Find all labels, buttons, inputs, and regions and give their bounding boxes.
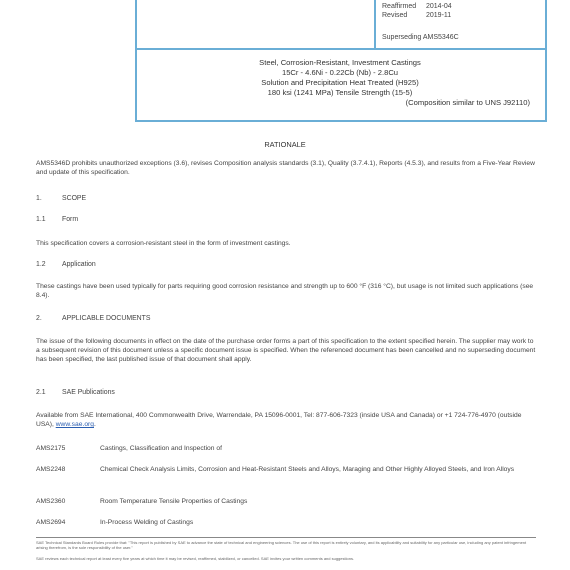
reference-code: AMS2175 <box>36 445 66 452</box>
sae-website-link[interactable]: www.sae.org <box>55 421 94 428</box>
reaffirmed-row <box>382 3 452 10</box>
reference-row <box>36 497 536 506</box>
section-2-text: The issue of the following documents in effect on the date of the purchase order forms a part of this specification to the extent specified herein. The supplier may work to a subsequent revision of this document unless a specific document issue is specified. When the referenced document has been cancelled and no superseding document has been specified, the last published issue of that document shall apply. <box>36 338 536 363</box>
section-1-2-heading: 1.2 Application <box>36 261 96 268</box>
reference-description: In-Process Welding of Castings <box>100 519 194 526</box>
reference-description: Castings, Classification and Inspection of <box>100 445 222 452</box>
reference-row <box>36 444 536 453</box>
header-vertical-divider <box>374 0 376 48</box>
revised-row <box>382 12 451 19</box>
footer-review-note: SAE reviews each technical report at least every five years at which time it may be revised, reaffirmed, stabilized, or cancelled. SAE invites your written comments and suggestions. <box>36 556 355 561</box>
section-1-2-text: These castings have been used typically for parts requiring good corrosion resistance and strength up to 600 °F (316 °C), but usage is not limited such applications (see 8.4). <box>36 283 534 299</box>
rationale-text: AMS5346D prohibits unauthorized exceptions (3.6), revises Composition analysis standards (3.1), Quality (3.7.4.1), Reports (4.5.3), and results from a Five-Year Review and update of this specification. <box>36 160 535 176</box>
title-line-1: Steel, Corrosion-Resistant, Investment Castings <box>259 58 421 67</box>
section-1-1-text: This specification covers a corrosion-resistant steel in the form of investment castings. <box>36 240 291 247</box>
reaffirmed-label: Reaffirmed <box>382 3 417 10</box>
revised-value: 2019-11 <box>426 12 452 19</box>
footer-disclaimer: SAE Technical Standards Board Rules provide that: "This report is published by SAE to advance the state of technical and engineering sciences. The use of this report is entirely voluntary, and its applicability and suitability for any particular use, including any patent infringement arising therefrom, is the sole responsibility of the user." <box>36 540 527 550</box>
revised-label: Revised <box>382 12 408 19</box>
rationale-heading: RATIONALE <box>264 140 306 149</box>
document-title <box>140 58 540 108</box>
title-line-2: 15Cr - 4.6Ni - 0.22Cb (Nb) - 2.8Cu <box>281 68 399 77</box>
title-line-5: (Composition similar to UNS J92110) <box>405 98 530 107</box>
section-1-heading: 1. SCOPE <box>36 195 87 202</box>
reference-code: AMS2694 <box>36 519 66 526</box>
header-divider <box>135 48 547 50</box>
section-2-1-heading: 2.1 SAE Publications <box>36 389 115 396</box>
superseding-note: Superseding AMS5346C <box>382 34 459 41</box>
reference-description: Room Temperature Tensile Properties of Castings <box>100 498 248 505</box>
section-2-heading: 2. APPLICABLE DOCUMENTS <box>36 315 151 322</box>
title-line-4: 180 ksi (1241 MPa) Tensile Strength (15-5) <box>267 88 413 97</box>
reference-row <box>36 518 536 527</box>
reaffirmed-value: 2014-04 <box>426 3 452 10</box>
footer-divider <box>36 537 536 538</box>
reference-code: AMS2248 <box>36 466 66 473</box>
reference-row <box>36 465 536 474</box>
title-line-3: Solution and Precipitation Heat Treated (H925) <box>261 78 419 87</box>
section-1-1-heading: 1.1 Form <box>36 216 79 223</box>
reference-code: AMS2360 <box>36 498 66 505</box>
reference-description: Chemical Check Analysis Limits, Corrosion and Heat-Resistant Steels and Alloys, Maraging and Other Highly Alloyed Steels, and Iron Alloys <box>100 466 515 473</box>
section-2-1-text: Available from SAE International, 400 Commonwealth Drive, Warrendale, PA 15096-0001, Tel: 877-606-7323 (inside USA and Canada) or +1 724-776-4970 (outside USA), www.sae.org. <box>36 412 522 428</box>
